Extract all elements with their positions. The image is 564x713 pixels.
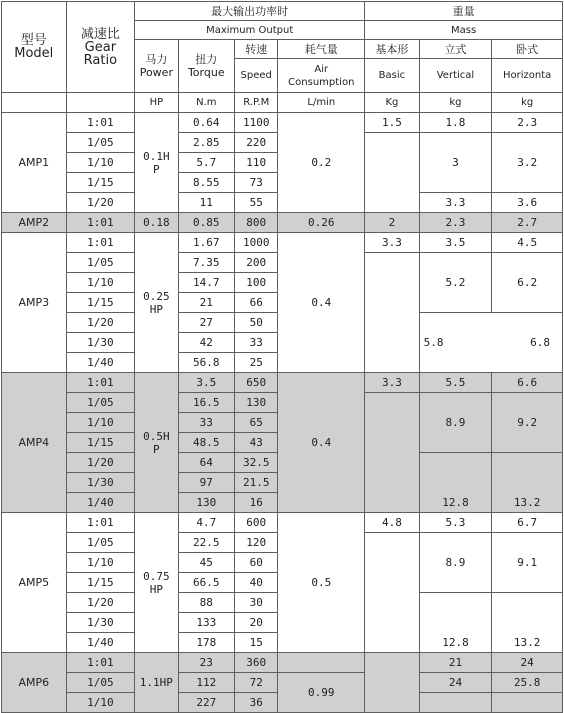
max-output-en: Maximum Output xyxy=(135,21,365,40)
speed-cell: 55 xyxy=(235,193,278,213)
ratio-cell: 1/10 xyxy=(66,153,135,173)
weight-zh: 重量 xyxy=(365,2,563,21)
speed-cell: 220 xyxy=(235,133,278,153)
torque-header-en: Torque xyxy=(187,66,225,79)
horizontal-cell: 3.2 xyxy=(492,133,563,193)
torque-cell: 14.7 xyxy=(178,273,235,293)
torque-cell: 97 xyxy=(178,473,235,493)
power-line2: P xyxy=(153,162,160,176)
ratio-cell: 1:01 xyxy=(66,373,135,393)
max-output-zh: 最大输出功率时 xyxy=(135,2,365,21)
power-header-en: Power xyxy=(139,66,173,79)
power-cell: 0.18 xyxy=(135,213,178,233)
torque-header xyxy=(178,40,235,93)
torque-cell: 33 xyxy=(178,413,235,433)
model-header-en: Model xyxy=(14,46,54,61)
power-line2: P xyxy=(153,442,160,456)
ratio-cell: 1/05 xyxy=(66,253,135,273)
speed-cell: 100 xyxy=(235,273,278,293)
ratio-cell: 1/10 xyxy=(66,413,135,433)
ratio-header-zh: 减速比 xyxy=(80,26,120,42)
ratio-cell: 1/05 xyxy=(66,133,135,153)
torque-cell: 112 xyxy=(178,673,235,693)
vertical-cell: 8.9 xyxy=(419,393,492,453)
speed-cell: 21.5 xyxy=(235,473,278,493)
speed-cell: 650 xyxy=(235,373,278,393)
vertical-cell: 8.9 xyxy=(419,533,492,593)
model-cell: AMP5 xyxy=(2,513,67,653)
horizontal-cell: 25.8 xyxy=(492,673,563,693)
vertical-unit: kg xyxy=(419,93,492,113)
horizontal-cell: 2.3 xyxy=(492,113,563,133)
horizontal-cell: 9.2 xyxy=(492,393,563,453)
power-line1: 0.25 xyxy=(143,289,170,303)
ratio-cell: 1:01 xyxy=(66,233,135,253)
ratio-header-en1: Gear xyxy=(84,39,117,55)
torque-cell: 22.5 xyxy=(178,533,235,553)
speed-cell: 60 xyxy=(235,553,278,573)
speed-cell: 33 xyxy=(235,333,278,353)
torque-cell: 27 xyxy=(178,313,235,333)
power-header-zh: 马力 xyxy=(145,53,168,66)
table-row xyxy=(2,513,563,533)
power-unit: HP xyxy=(135,93,178,113)
vertical-cell: 3 xyxy=(419,133,492,193)
torque-cell: 16.5 xyxy=(178,393,235,413)
horizontal-cell: 2.7 xyxy=(492,213,563,233)
air-cell: 0.5 xyxy=(278,513,365,653)
basic-cell: 1.5 xyxy=(365,113,419,133)
ratio-cell: 1/15 xyxy=(66,433,135,453)
power-cell xyxy=(135,113,178,213)
table-row xyxy=(2,233,563,253)
ratio-cell: 1/10 xyxy=(66,553,135,573)
torque-cell: 8.55 xyxy=(178,173,235,193)
torque-cell: 1.67 xyxy=(178,233,235,253)
speed-cell: 800 xyxy=(235,213,278,233)
vertical-cell: 5.2 xyxy=(419,253,492,313)
ratio-header xyxy=(66,2,135,93)
torque-cell: 3.5 xyxy=(178,373,235,393)
horizontal-cell: 6.7 xyxy=(492,513,563,533)
torque-cell: 48.5 xyxy=(178,433,235,453)
speed-cell: 16 xyxy=(235,493,278,513)
speed-cell: 30 xyxy=(235,593,278,613)
speed-cell: 15 xyxy=(235,633,278,653)
ratio-cell: 1/40 xyxy=(66,353,135,373)
model-cell: AMP1 xyxy=(2,113,67,213)
torque-cell: 0.64 xyxy=(178,113,235,133)
basic-cell: 4.8 xyxy=(365,513,419,533)
horizontal-header-en: Horizonta xyxy=(492,59,563,93)
horizontal-cell: 4.5 xyxy=(492,233,563,253)
vertical-cell: 3.5 xyxy=(419,233,492,253)
model-cell: AMP6 xyxy=(2,653,67,713)
air-cell: 0.4 xyxy=(278,373,365,513)
vertical-cell: 5.3 xyxy=(419,513,492,533)
ratio-cell: 1/30 xyxy=(66,473,135,493)
model-cell: AMP4 xyxy=(2,373,67,513)
power-header xyxy=(135,40,178,93)
speed-cell: 130 xyxy=(235,393,278,413)
power-line1: 0.75 xyxy=(143,569,170,583)
ratio-cell: 1/05 xyxy=(66,533,135,553)
horizontal-cell: 6.2 xyxy=(492,253,563,313)
ratio-cell: 1/10 xyxy=(66,693,135,713)
ratio-cell: 1/15 xyxy=(66,293,135,313)
speed-cell: 200 xyxy=(235,253,278,273)
speed-cell: 73 xyxy=(235,173,278,193)
air-header-en2: Consumption xyxy=(288,76,355,88)
power-line2: HP xyxy=(149,582,163,596)
horizontal-cell: 13.2 xyxy=(492,593,563,653)
torque-cell: 64 xyxy=(178,453,235,473)
air-header-en xyxy=(278,59,365,93)
basic-header-en: Basic xyxy=(365,59,419,93)
ratio-cell: 1/05 xyxy=(66,673,135,693)
horizontal-cell: 3.6 xyxy=(492,193,563,213)
torque-cell: 7.35 xyxy=(178,253,235,273)
air-cell-blank xyxy=(278,653,365,673)
ratio-cell: 1/30 xyxy=(66,333,135,353)
torque-cell: 227 xyxy=(178,693,235,713)
torque-cell: 56.8 xyxy=(178,353,235,373)
torque-cell: 42 xyxy=(178,333,235,353)
torque-cell: 11 xyxy=(178,193,235,213)
power-line1: 0.5H xyxy=(143,429,170,443)
vertical-cell: 5.5 xyxy=(419,373,492,393)
spec-table xyxy=(1,1,563,713)
speed-unit: R.P.M xyxy=(235,93,278,113)
table-row xyxy=(2,653,563,673)
vertical-cell: 12.8 xyxy=(419,593,492,653)
horizontal-cell: 6.6 xyxy=(492,373,563,393)
torque-cell: 45 xyxy=(178,553,235,573)
air-cell: 0.4 xyxy=(278,233,365,373)
speed-cell: 50 xyxy=(235,313,278,333)
ratio-cell: 1/20 xyxy=(66,193,135,213)
amp3-mass-merged xyxy=(419,313,562,373)
air-header-zh: 耗气量 xyxy=(278,40,365,59)
ratio-cell: 1/20 xyxy=(66,313,135,333)
speed-cell: 600 xyxy=(235,513,278,533)
power-cell xyxy=(135,513,178,653)
power-line1: 0.1H xyxy=(143,149,170,163)
torque-cell: 0.85 xyxy=(178,213,235,233)
vertical-cell: 24 xyxy=(419,673,492,693)
ratio-cell: 1/40 xyxy=(66,493,135,513)
torque-cell: 2.85 xyxy=(178,133,235,153)
ratio-cell: 1/15 xyxy=(66,173,135,193)
speed-cell: 72 xyxy=(235,673,278,693)
model-cell: AMP3 xyxy=(2,233,67,373)
basic-unit: Kg xyxy=(365,93,419,113)
ratio-cell: 1:01 xyxy=(66,213,135,233)
weight-en: Mass xyxy=(365,21,563,40)
model-cell: AMP2 xyxy=(2,213,67,233)
torque-header-zh: 扭力 xyxy=(195,53,218,66)
torque-cell: 130 xyxy=(178,493,235,513)
model-header xyxy=(2,2,67,93)
speed-cell: 25 xyxy=(235,353,278,373)
speed-cell: 65 xyxy=(235,413,278,433)
vertical-cell: 2.3 xyxy=(419,213,492,233)
ratio-cell: 1/20 xyxy=(66,593,135,613)
basic-cell: 3.3 xyxy=(365,233,419,253)
horizontal-unit: kg xyxy=(492,93,563,113)
speed-cell: 20 xyxy=(235,613,278,633)
ratio-cell: 1/20 xyxy=(66,453,135,473)
torque-cell: 4.7 xyxy=(178,513,235,533)
speed-cell: 360 xyxy=(235,653,278,673)
air-header-en1: Air xyxy=(314,63,329,75)
vertical-cell: 12.8 xyxy=(419,453,492,513)
ratio-cell: 1:01 xyxy=(66,513,135,533)
basic-cell xyxy=(365,653,419,713)
speed-cell: 43 xyxy=(235,433,278,453)
torque-cell: 178 xyxy=(178,633,235,653)
speed-cell: 1100 xyxy=(235,113,278,133)
power-cell: 1.1HP xyxy=(135,653,178,713)
table-row xyxy=(2,373,563,393)
ratio-cell: 1/15 xyxy=(66,573,135,593)
air-cell: 0.2 xyxy=(278,113,365,213)
torque-cell: 21 xyxy=(178,293,235,313)
speed-cell: 1000 xyxy=(235,233,278,253)
vertical-cell: 21 xyxy=(419,653,492,673)
air-cell: 0.26 xyxy=(278,213,365,233)
ratio-cell: 1:01 xyxy=(66,653,135,673)
air-unit: L/min xyxy=(278,93,365,113)
speed-cell: 36 xyxy=(235,693,278,713)
speed-cell: 120 xyxy=(235,533,278,553)
speed-header-en: Speed xyxy=(235,59,278,93)
speed-header-zh: 转速 xyxy=(235,40,278,59)
vertical-header-en: Vertical xyxy=(419,59,492,93)
torque-cell: 88 xyxy=(178,593,235,613)
horizontal-cell: 9.1 xyxy=(492,533,563,593)
vertical-cell: 3.3 xyxy=(419,193,492,213)
power-cell xyxy=(135,373,178,513)
speed-cell: 110 xyxy=(235,153,278,173)
speed-cell: 32.5 xyxy=(235,453,278,473)
torque-unit: N.m xyxy=(178,93,235,113)
horizontal-cell: 6.8 xyxy=(530,336,550,349)
horizontal-cell: 13.2 xyxy=(492,453,563,513)
ratio-cell: 1/40 xyxy=(66,633,135,653)
model-header-zh: 型号 xyxy=(20,33,47,48)
ratio-cell: 1/10 xyxy=(66,273,135,293)
basic-cell: 2 xyxy=(365,213,419,233)
horizontal-header-zh: 卧式 xyxy=(492,40,563,59)
table-row xyxy=(2,113,563,133)
air-cell: 0.99 xyxy=(278,673,365,713)
table-row xyxy=(2,213,563,233)
torque-cell: 66.5 xyxy=(178,573,235,593)
ratio-cell: 1/05 xyxy=(66,393,135,413)
speed-cell: 66 xyxy=(235,293,278,313)
torque-cell: 23 xyxy=(178,653,235,673)
speed-cell: 40 xyxy=(235,573,278,593)
ratio-cell: 1:01 xyxy=(66,113,135,133)
vertical-cell: 5.8 xyxy=(423,336,444,349)
vertical-cell: 1.8 xyxy=(419,113,492,133)
horizontal-cell: 24 xyxy=(492,653,563,673)
basic-cell: 3.3 xyxy=(365,373,419,393)
ratio-header-en2: Ratio xyxy=(83,52,118,68)
basic-header-zh: 基本形 xyxy=(365,40,419,59)
power-line2: HP xyxy=(149,302,163,316)
power-cell xyxy=(135,233,178,373)
torque-cell: 5.7 xyxy=(178,153,235,173)
ratio-cell: 1/30 xyxy=(66,613,135,633)
torque-cell: 133 xyxy=(178,613,235,633)
vertical-header-zh: 立式 xyxy=(419,40,492,59)
